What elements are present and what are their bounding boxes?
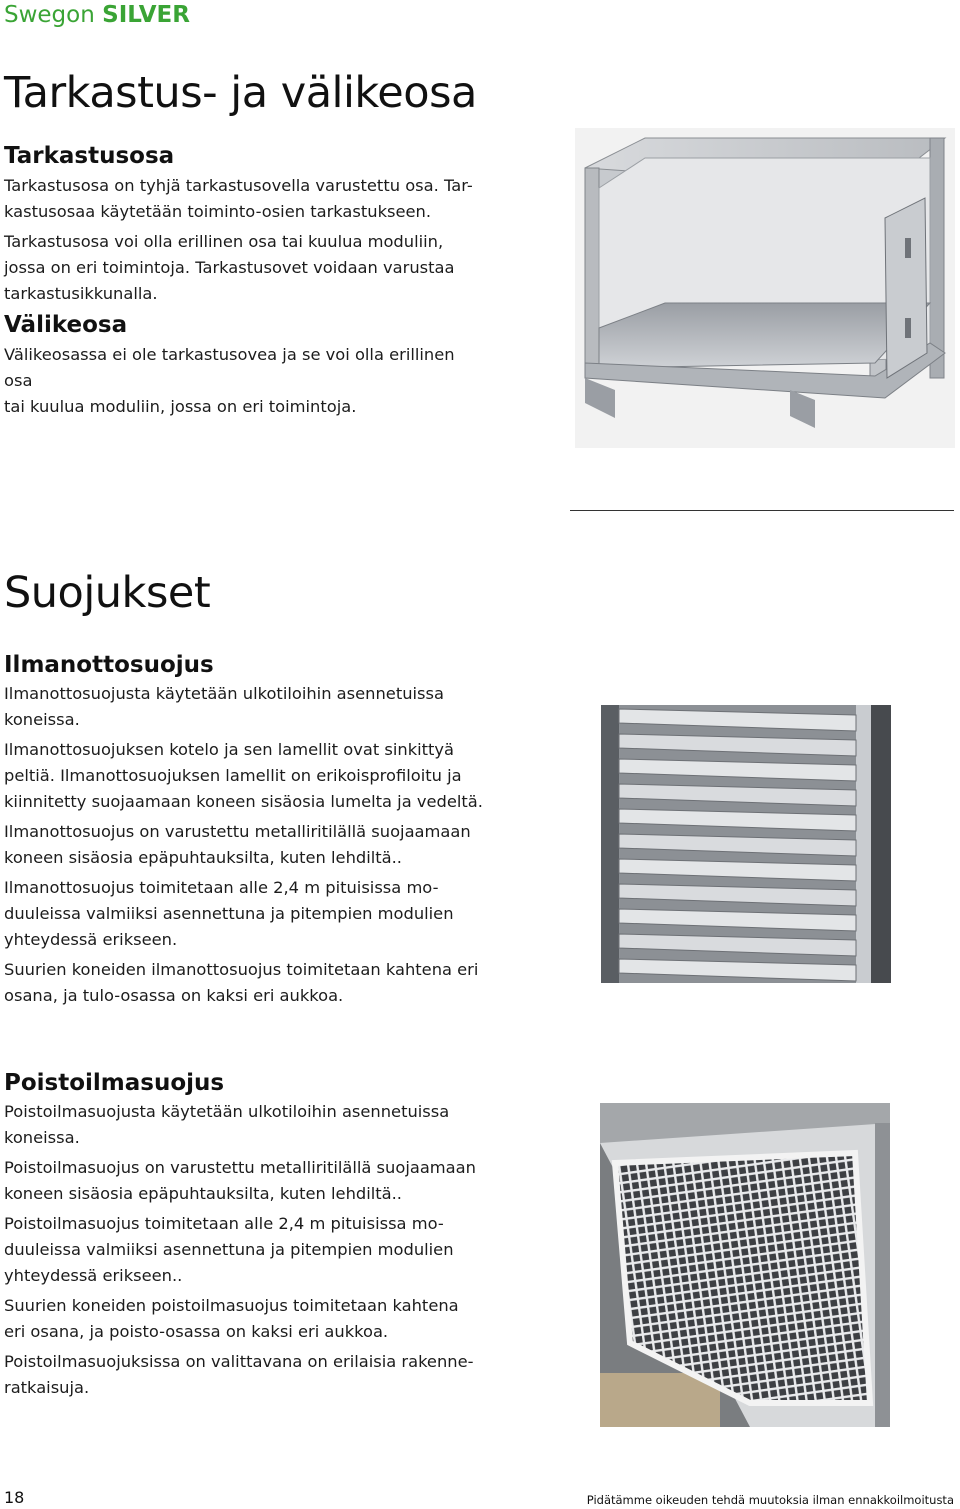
heading-ilmanottosuojus: Ilmanottosuojus: [4, 652, 214, 678]
footer-disclaimer: Pidätämme oikeuden tehdä muutoksia ilman ennakkoilmoitusta: [586, 1493, 954, 1507]
text-poistoilmasuojus: [4, 1099, 484, 1405]
paragraph: Suurien koneiden poistoilmasuojus toimitetaan kahtena eri osana, ja poisto-osassa on kaksi eri aukkoa.: [4, 1296, 459, 1341]
heading-poistoilmasuojus: Poistoilmasuojus: [4, 1070, 225, 1096]
paragraph: Poistoilmasuojus on varustettu metalliritilällä suojaamaan koneen sisäosia epäpuhtauksilta, kuten lehdiltä..: [4, 1158, 476, 1203]
page-number: 18: [4, 1488, 25, 1507]
text-valikeosa: [4, 342, 484, 424]
heading-tarkastusosa: Tarkastusosa: [4, 143, 175, 169]
heading-valikeosa: Välikeosa: [4, 312, 128, 338]
brand-product: SILVER: [102, 2, 190, 28]
section-title-suojukset: Suojukset: [4, 568, 211, 618]
text-ilmanottosuojus: [4, 681, 484, 1013]
paragraph: Ilmanottosuojusta käytetään ulkotiloihin asennetuissa koneissa.: [4, 684, 444, 729]
paragraph: Poistoilmasuojuksissa on valittavana on erilaisia rakenne- ratkaisuja.: [4, 1352, 474, 1397]
exhaust-grille-image: [600, 1103, 890, 1427]
paragraph: Poistoilmasuojus toimitetaan alle 2,4 m pituisissa mo- duuleissa valmiiksi asennettuna ja pitempien modulien yhteydessä erikseen..: [4, 1214, 454, 1285]
brand-logo: [4, 2, 190, 28]
section-divider: [570, 510, 954, 511]
inspection-section-image: [575, 128, 955, 448]
paragraph: Poistoilmasuojusta käytetään ulkotiloihin asennetuissa koneissa.: [4, 1102, 450, 1147]
text-tarkastusosa: [4, 173, 474, 311]
paragraph: Suurien koneiden ilmanottosuojus toimitetaan kahtena eri osana, ja tulo-osassa on kaksi eri aukkoa.: [4, 960, 479, 1005]
paragraph: Ilmanottosuojus on varustettu metalliritilällä suojaamaan koneen sisäosia epäpuhtauksilta, kuten lehdiltä..: [4, 822, 471, 867]
paragraph: Ilmanottosuojus toimitetaan alle 2,4 m pituisissa mo- duuleissa valmiiksi asennettuna ja pitempien modulien yhteydessä erikseen.: [4, 878, 454, 949]
paragraph: Ilmanottosuojuksen kotelo ja sen lamellit ovat sinkittyä peltiä. Ilmanottosuojuksen lamellit on erikoisprofiloitu ja kiinnitetty suojaamaan koneen sisäosia lumelta ja vedeltä.: [4, 740, 483, 811]
paragraph: Tarkastusosa voi olla erillinen osa tai kuulua moduliin, jossa on eri toimintoja. Tarkastusovet voidaan varustaa tarkastusikkunalla.: [4, 232, 455, 303]
paragraph: Tarkastusosa on tyhjä tarkastusovella varustettu osa. Tar- kastusosaa käytetään toiminto-osien tarkastukseen.: [4, 176, 473, 221]
paragraph: Välikeosassa ei ole tarkastusovea ja se voi olla erillinen osa tai kuulua moduliin, jossa on eri toimintoja.: [4, 345, 455, 416]
brand-name: Swegon: [4, 2, 103, 28]
air-intake-louvre-image: [601, 705, 891, 983]
section-title-tarkastus: Tarkastus- ja välikeosa: [4, 68, 477, 118]
